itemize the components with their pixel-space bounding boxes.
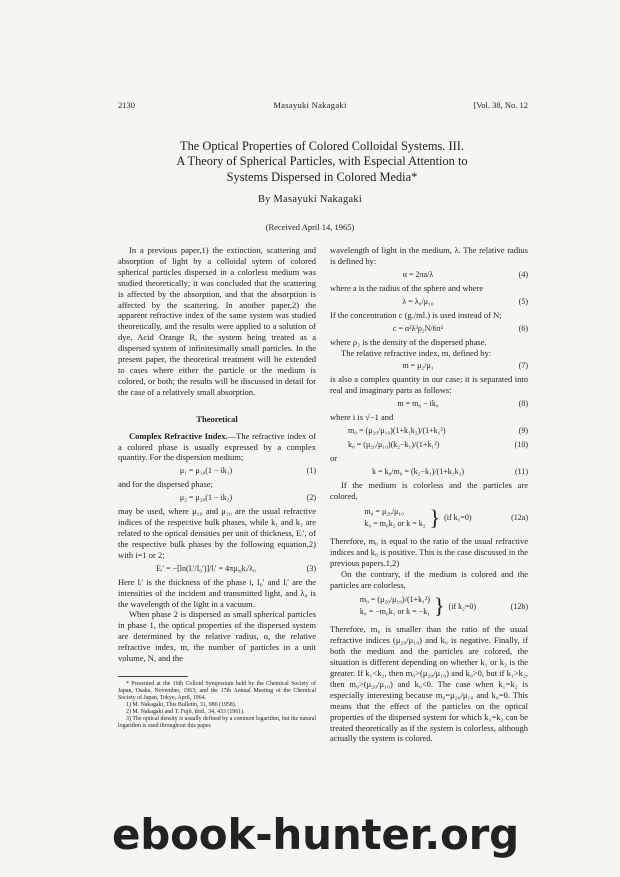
paragraph: is also a complex quantity in our case; it is separated into real and imaginary parts as follows: (330, 374, 528, 396)
equation-number: (7) (518, 361, 528, 371)
equation-condition: (if k₂=0) (448, 601, 477, 611)
footnote-1: 1) M. Nakagaki, This Bulletin, 31, 980 (1958). (126, 702, 237, 708)
equation-number: (1) (306, 466, 316, 476)
subsection-heading: Complex Refractive Index. (129, 430, 228, 441)
brace: } (429, 504, 441, 530)
section-heading: Theoretical (196, 413, 238, 424)
paragraph: wavelength of light in the medium, λ. The relative radius is defined by: (330, 245, 528, 266)
title-line: A Theory of Spherical Particles, with Especial Attention to (176, 154, 468, 169)
equation-number: (8) (518, 399, 528, 409)
equation-12a (330, 506, 528, 530)
equation-number: (3) (306, 563, 316, 573)
paragraph: may be used, where μ₁₀ and μ₂₀ are the usual refractive indices of the respective bulk phases, while k₁ and k₂ are related to the optical densities per unit of thickness, Eᵢ′, of the respective bulk phases by the following equation,2) with i=1 or 2; (118, 506, 316, 560)
footnote-2: 2) M. Nakagaki and T. Fujii, ibid., 34, 433 (1961). (126, 709, 245, 715)
equation-number: (9) (518, 426, 528, 436)
equation-8 (330, 398, 528, 409)
received-date: (Received April 14, 1965) (265, 222, 355, 232)
equation-text: c = α³λ³ρ₂N/6π² (392, 323, 444, 333)
title-line: Systems Dispersed in Colored Media* (226, 169, 418, 184)
page-number: 2130 (118, 100, 135, 110)
paragraph: If the medium is colorless and the particles are colored, (330, 480, 528, 501)
equation-system (330, 506, 506, 530)
footnote-star: * Presented at the 16th Colloid Symposium held by the Chemical Society of Japan, Osaka, November, 1963; and the 17th Annual Meeting of the Chemical Society of Japan, Tokyo, April, 1964. (118, 681, 316, 701)
equation-9 (330, 425, 528, 436)
equation-6 (330, 323, 528, 334)
paragraph: On the contrary, if the medium is colored and the particles are colorless, (330, 568, 528, 590)
paragraph-text: —The refractive index of a colored phase is usually expressed by a complex quantity. For the dispersion medium; (118, 430, 316, 463)
paragraph: Therefore, m₀ is smaller than the ratio of the usual refractive indices (μ₂₀/μ₁₀) and k₀ is negative. Finally, if both the medium and the particles are colored, the situation is different depending on whether k₁ or k₂ is the greater. If k₁<k₂, then m₀>(μ₂₀/μ₁₀) and k₀>0, but if k₁>k₂, then m₀>(μ₂₀/μ₁₀) and k₀<0. The case when k₁=k₂ is especially interesting because m₀=μ₂₀/μ₁₀ and k₀=0. This means that the effect of the particles on the optical properties of the dispersed system for which k₁=k₂ can be treated theoretically as if the system is colorless, although actually the system is colored. (330, 624, 528, 744)
equation-3 (118, 563, 316, 574)
equation-10 (330, 439, 528, 450)
paragraph: and for the dispersed phase; (118, 479, 213, 490)
paragraph: The relative refractive index, m, defined by: (341, 347, 492, 358)
paragraph (118, 431, 316, 464)
equation-2 (118, 492, 316, 503)
equation-4 (330, 269, 528, 280)
equation-number: (11) (514, 467, 528, 477)
equation-text: λ = λ₀/μ₁₀ (402, 296, 434, 306)
equation-number: (2) (306, 493, 316, 503)
equation-stack (360, 594, 430, 618)
equation-text: Eᵢ′ = −[ln(Iᵢ′/I₀′)]/lᵢ′ = 4πμᵢ₀kᵢ/λ₀ (156, 563, 256, 573)
equation-number: (12b) (510, 601, 528, 611)
equation-number: (5) (518, 296, 528, 306)
paragraph: Therefore, m₀ is equal to the ratio of the usual refractive indices and k₀ is positive. This is the case discussed in the previous papers.1,2) (330, 535, 528, 568)
author-line: By Masayuki Nakagaki (257, 194, 363, 205)
right-column (330, 245, 528, 744)
running-head: Masayuki Nakagaki (273, 100, 347, 110)
equation-text: k = k₀/m₀ = (k₂−k₁)/(1+k₁k₂) (371, 467, 465, 477)
article-title (118, 139, 526, 185)
intro-paragraph: In a previous paper,1) the extinction, scattering and absorption of light by a colloidal sytem of colored spherical particles dispersed in a colorless medium was studied theoretically; it was concluded that the scattering is affected by the absorption, and that the absorption is affected by the scattering. In another paper,2) the apparent refractive index of the same system was studied theoretically, and the results were applied to a solution of dye, Acid Orange R, the system being treated as a dispersed system of infinitesimally small particles. In the present paper, the theoretical treatment will be extended to cases where either the particle or the medium is colored, or both; the results will be discussed in detail for the case of a relatively small absorption. (118, 245, 316, 397)
footnote-rule (118, 676, 188, 677)
equation-text: k₀ = (μ₂₀/μ₁₀)(k₂−k₁)/(1+k₁²) (348, 440, 440, 450)
paragraph: where a is the radius of the sphere and where (330, 282, 484, 293)
equation-7 (330, 360, 528, 371)
equation-stack (364, 506, 425, 530)
paragraph: or (330, 453, 338, 464)
equation-text: m₀ = (μ₂₀/μ₁₀)(1+k₁k₂)/(1+k₁²) (348, 426, 446, 436)
equation-condition: (if k₁=0) (444, 513, 472, 523)
brace: } (434, 593, 445, 619)
equation-number: (12a) (511, 513, 528, 523)
paragraph: where ρ₂ is the density of the dispersed phase. (330, 336, 487, 347)
equation-text: m = μ₂/μ₁ (402, 361, 434, 371)
equation-text: μ₂ = μ₂₀(1 − ik₂) (179, 493, 233, 503)
title-line: The Optical Properties of Colored Colloidal Systems. III. (180, 139, 464, 153)
equation-text: μ₁ = μ₁₀(1 − ik₁) (179, 466, 233, 476)
paragraph: Here lᵢ′ is the thickness of the phase i, I₀′ and Iᵢ′ are the intensities of the incident and transmitted light, and λ₀ is the wavelength of the light in a vacuum. (118, 576, 316, 609)
paragraph: When phase 2 is dispersed as small spherical particles in phase 1, the optical properties of the dispersed system are determined by the relative radius, α, the relative refractive index, m, the number of particles in a unit volume, N, and the (118, 609, 316, 664)
equation-text: α = 2πa/λ (402, 269, 434, 279)
volume-label: [Vol. 38, No. 12 (473, 100, 528, 110)
equation-text: k₀ = −m₀k₁ or k = −k₁ (359, 607, 430, 617)
left-column (118, 245, 316, 730)
equation-text: m₀ = (μ₂₀/μ₁₀)/(1+k₁²) (359, 595, 430, 605)
equation-11 (330, 466, 528, 477)
footnote-3: 3) The optical density is usually defined by a common logarithm, but the natural logarithm is used throughout this paper. (118, 716, 316, 729)
paragraph: If the concentration c (g./ml.) is used instead of N; (330, 309, 502, 320)
equation-number: (10) (514, 440, 528, 450)
equation-1 (118, 465, 316, 476)
watermark: ebook-hunter.org (112, 810, 519, 859)
equation-number: (6) (518, 323, 528, 333)
equation-5 (330, 296, 528, 307)
equation-text: m₀ = μ₂₀/μ₁₀ (364, 506, 404, 516)
equation-text: k₀ = m₀k₂ or k = k₂ (364, 518, 426, 528)
equation-number: (4) (518, 269, 528, 279)
equation-text: m = m₀ − ik₀ (397, 399, 439, 409)
equation-12b (330, 594, 528, 618)
equation-system (330, 594, 506, 618)
paragraph: where i is √−1 and (330, 412, 394, 423)
